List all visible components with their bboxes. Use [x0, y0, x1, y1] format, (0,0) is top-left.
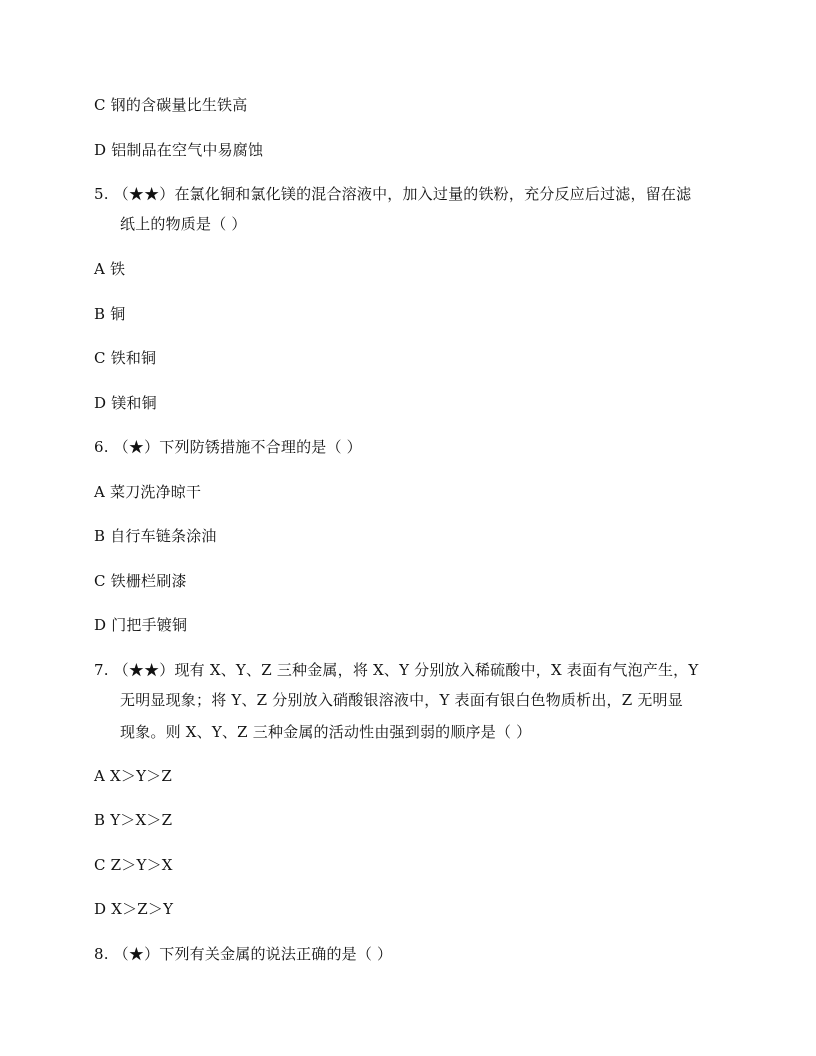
option-c-q7: C Z＞Y＞X [94, 856, 173, 874]
option-a-q5: A 铁 [94, 260, 126, 278]
question-6-stem: 6. （★）下列防锈措施不合理的是（ ） [94, 438, 362, 456]
option-c-q6: C 铁栅栏刷漆 [94, 572, 187, 590]
option-b-q5: B 铜 [94, 305, 126, 323]
option-d-q6: D 门把手镀铜 [94, 616, 188, 634]
option-c-q4: C 钢的含碳量比生铁高 [94, 96, 248, 114]
option-a-q7: A X＞Y＞Z [94, 767, 173, 785]
question-7-stem: 7. （★★）现有 X、Y、Z 三种金属，将 X、Y 分别放入稀硫酸中，X 表面有气泡产生，Y [94, 661, 699, 679]
question-5-stem: 5. （★★）在氯化铜和氯化镁的混合溶液中，加入过量的铁粉，充分反应后过滤，留在滤 [94, 185, 692, 203]
option-c-q5: C 铁和铜 [94, 349, 157, 367]
option-d-q5: D 镁和铜 [94, 394, 157, 412]
question-7-stem-continued-2: 现象。则 X、Y、Z 三种金属的活动性由强到弱的顺序是（ ） [120, 723, 532, 741]
option-b-q7: B Y＞X＞Z [94, 811, 173, 829]
option-d-q4: D 铝制品在空气中易腐蚀 [94, 141, 264, 159]
question-5-stem-continued: 纸上的物质是（ ） [120, 215, 247, 233]
option-a-q6: A 菜刀洗净晾干 [94, 483, 202, 501]
option-d-q7: D X＞Z＞Y [94, 900, 174, 918]
option-b-q6: B 自行车链条涂油 [94, 527, 217, 545]
question-8-stem: 8. （★）下列有关金属的说法正确的是（ ） [94, 945, 393, 963]
question-7-stem-continued-1: 无明显现象；将 Y、Z 分别放入硝酸银溶液中，Y 表面有银白色物质析出，Z 无明显 [120, 691, 683, 709]
